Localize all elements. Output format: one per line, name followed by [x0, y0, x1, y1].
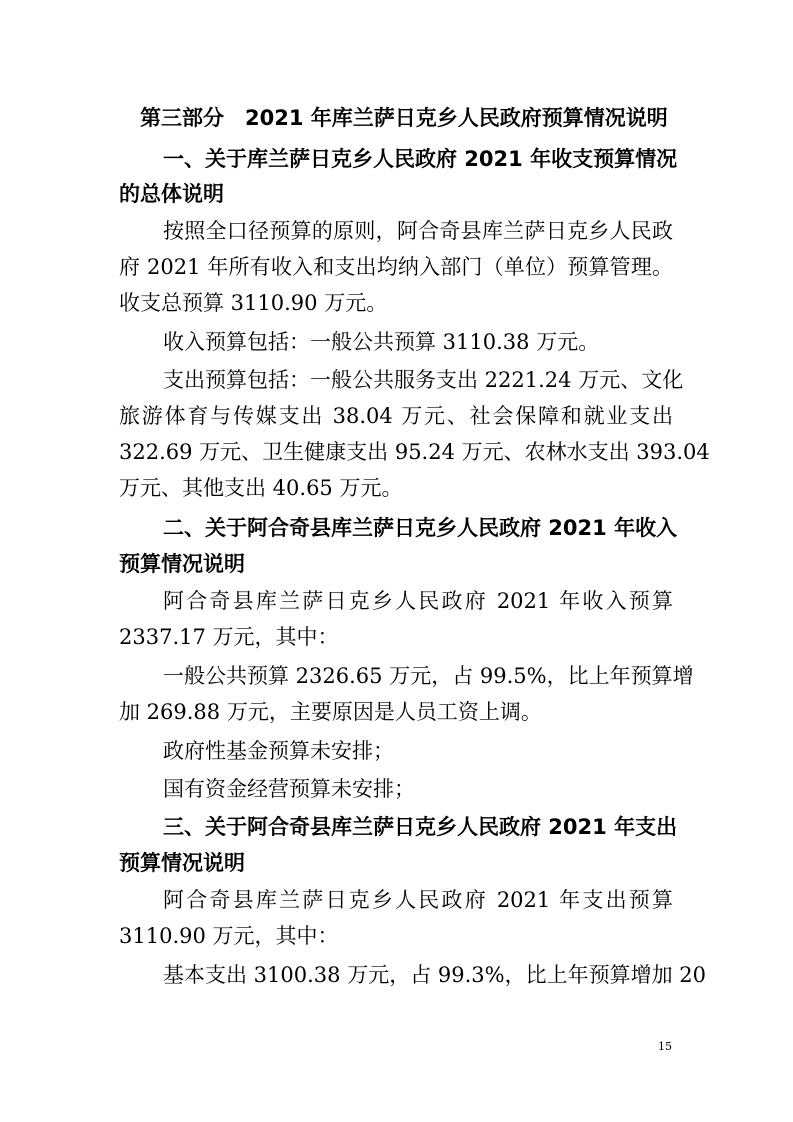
section2-heading-line2: 预算情况说明 [119, 552, 245, 576]
section2-para1-line2: 2337.17 万元，其中： [119, 625, 339, 649]
section2-para2-line1: 一般公共预算 2326.65 万元，占 99.5%，比上年预算增 [163, 664, 694, 688]
section1-heading-line1: 一、关于库兰萨日克乡人民政府 2021 年收支预算情况 [163, 147, 678, 171]
section2-para3-line1: 政府性基金预算未安排； [163, 739, 394, 763]
section1-para3-line3: 322.69 万元、卫生健康支出 95.24 万元、农林水支出 393.04 [119, 440, 710, 464]
section2-para2-line2: 加 269.88 万元，主要原因是人员工资上调。 [119, 700, 542, 724]
section3-para1-line1: 阿合奇县库兰萨日克乡人民政府 2021 年支出预算 [163, 888, 673, 912]
section3-para2-line1: 基本支出 3100.38 万元，占 99.3%，比上年预算增加 20 [163, 963, 706, 987]
section1-para3-line2: 旅游体育与传媒支出 38.04 万元、社会保障和就业支出 [119, 404, 673, 428]
section2-para4-line1: 国有资金经营预算未安排； [163, 777, 415, 801]
section1-para1-line1: 按照全口径预算的原则，阿合奇县库兰萨日克乡人民政 [163, 219, 673, 243]
section1-heading-line2: 的总体说明 [119, 182, 224, 206]
section3-heading-line2: 预算情况说明 [119, 851, 245, 875]
section2-heading-line1: 二、关于阿合奇县库兰萨日克乡人民政府 2021 年收入 [163, 516, 678, 540]
section1-para3-line1: 支出预算包括：一般公共服务支出 2221.24 万元、文化 [163, 368, 684, 392]
section1-para1-line2: 府 2021 年所有收入和支出均纳入部门（单位）预算管理。 [119, 255, 673, 279]
section3-para1-line2: 3110.90 万元，其中： [119, 924, 339, 948]
section3-heading-line1: 三、关于阿合奇县库兰萨日克乡人民政府 2021 年支出 [163, 815, 678, 839]
page-number: 15 [658, 1040, 672, 1053]
section1-para1-line3: 收支总预算 3110.90 万元。 [119, 291, 388, 315]
section1-para2-line1: 收入预算包括：一般公共预算 3110.38 万元。 [163, 330, 600, 354]
section2-para1-line1: 阿合奇县库兰萨日克乡人民政府 2021 年收入预算 [163, 589, 673, 613]
page-title: 第三部分 2021 年库兰萨日克乡人民政府预算情况说明 [140, 106, 668, 130]
section1-para3-line4: 万元、其他支出 40.65 万元。 [119, 476, 403, 500]
